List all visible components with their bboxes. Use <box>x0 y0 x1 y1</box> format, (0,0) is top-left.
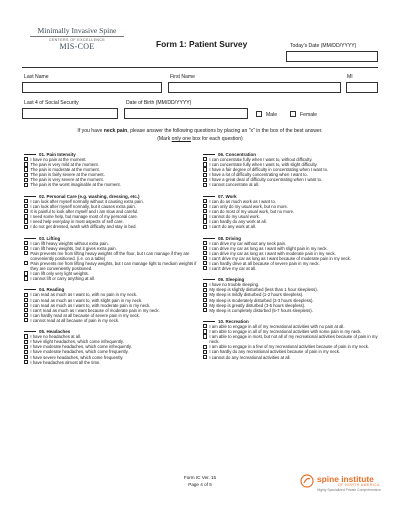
male-checkbox[interactable] <box>256 111 262 117</box>
instr2-underline: only one <box>171 136 191 142</box>
answer-option[interactable] <box>203 355 381 360</box>
answer-checkbox[interactable] <box>203 246 207 250</box>
answer-text: I am able to engage in all of my recreational activities with no pain at all. <box>209 324 345 329</box>
answer-text: I cannot do my usual work. <box>209 214 260 220</box>
mi-field[interactable] <box>346 82 378 93</box>
answer-option[interactable] <box>24 276 204 281</box>
female-label: Female <box>300 112 317 118</box>
answer-checkbox[interactable] <box>24 318 28 322</box>
section-title-text: 07. Work <box>218 193 237 199</box>
answer-checkbox[interactable] <box>24 313 28 317</box>
answer-text: I do not get dressed, wash with difficulty and stay in bed. <box>30 224 137 230</box>
answer-text: I can't drive my car as long as I want because of moderate pain in my neck. <box>209 255 351 261</box>
dob-label: Date of Birth (MM/DD/YYYY) <box>126 100 192 106</box>
answer-checkbox[interactable] <box>24 173 28 177</box>
answer-option[interactable] <box>24 360 204 365</box>
answer-checkbox[interactable] <box>203 261 207 265</box>
answer-text: I need some help, but manage most of my personal care. <box>30 214 138 220</box>
answer-text: I can hardly read at all because of severe pain in my neck. <box>30 312 140 318</box>
answer-checkbox[interactable] <box>24 209 28 213</box>
question-section <box>24 152 204 188</box>
answer-text: I can't drive my car at all. <box>209 265 257 271</box>
right-question-column <box>203 152 381 366</box>
answer-checkbox[interactable] <box>24 360 28 364</box>
answer-checkbox[interactable] <box>24 204 28 208</box>
section-title-line <box>203 321 215 322</box>
section-title-text: 04. Reading <box>39 287 65 293</box>
instructions-line-2 <box>20 136 380 142</box>
answer-text: I cannot read at all because of pain in my neck. <box>30 317 120 323</box>
section-title-line <box>203 279 215 280</box>
answer-text: I can do as much work as I want to. <box>209 198 276 204</box>
answer-option[interactable] <box>24 318 204 323</box>
answer-checkbox[interactable] <box>203 345 207 349</box>
answer-text: My sleep is completely disturbed (5-7 hours sleepless). <box>209 307 313 313</box>
answer-checkbox[interactable] <box>203 173 207 177</box>
question-section <box>24 287 204 323</box>
answer-checkbox[interactable] <box>203 157 207 161</box>
answer-checkbox[interactable] <box>203 355 207 359</box>
answer-text: I can look after myself normally without it causing extra pain. <box>30 198 144 204</box>
answer-text: I can lift heavy weights, but it gives extra pain. <box>30 245 117 251</box>
answer-text: I can lift heavy weights without extra pain. <box>30 240 109 246</box>
section-title-line <box>24 289 36 290</box>
section-title-text: 06. Concentration <box>218 152 257 157</box>
answer-checkbox[interactable] <box>203 334 207 338</box>
answer-checkbox[interactable] <box>203 219 207 223</box>
question-section <box>203 319 381 360</box>
today-date-label: Today's Date (MM/DD/YYYY) <box>290 43 357 49</box>
answer-text: I can concentrate fully when I want to, without difficulty. <box>209 157 313 162</box>
answer-text: I am able to engage in all of my recreational activities with some pain in my neck. <box>209 329 362 335</box>
answer-checkbox[interactable] <box>203 324 207 328</box>
answer-text: My sleep is greatly disturbed (3-5 hours sleepless). <box>209 302 306 308</box>
answer-checkbox[interactable] <box>203 303 207 307</box>
dob-field[interactable] <box>124 108 248 119</box>
answer-text: I can drive my car without any neck pain. <box>209 240 287 246</box>
answer-checkbox[interactable] <box>24 162 28 166</box>
answer-option[interactable] <box>203 334 381 344</box>
answer-option[interactable] <box>203 224 381 229</box>
left-question-column <box>24 152 204 371</box>
today-date-field[interactable] <box>286 51 378 62</box>
answer-checkbox[interactable] <box>24 167 28 171</box>
answer-checkbox[interactable] <box>24 183 28 187</box>
answer-checkbox[interactable] <box>203 256 207 260</box>
answer-text: The pain is fairly severe at the moment. <box>30 172 105 178</box>
section-title-line <box>24 196 36 197</box>
answer-checkbox[interactable] <box>203 162 207 166</box>
answer-text: I can lift only very light weights. <box>30 271 89 277</box>
section-title-text: 05. Headaches <box>39 329 71 335</box>
answer-text: It is painful to look after myself and I am slow and careful. <box>30 208 139 214</box>
answer-text: I can hardly do any work at all. <box>209 219 267 225</box>
answer-text: The pain is very severe at the moment. <box>30 177 104 183</box>
answer-checkbox[interactable] <box>203 308 207 312</box>
mis-logo <box>22 26 132 51</box>
brand-tagline: Highly Specialized Private Comprehensive <box>317 488 381 492</box>
answer-checkbox[interactable] <box>203 283 207 287</box>
answer-text: The pain is very mild at the moment. <box>30 162 99 168</box>
logo-title: Minimally Invasive Spine <box>37 26 117 35</box>
section-title-line <box>203 238 215 239</box>
answer-text: I can't read as much as I want because of moderate pain in my neck. <box>30 307 160 313</box>
answer-text: I can hardly drive at all because of severe pain in my neck. <box>209 260 320 266</box>
instr-suffix: , please answer the following questions by placing an "x" in the box of the best answer. <box>127 128 323 134</box>
instr2-prefix: (Mark <box>157 136 172 142</box>
section-title-text: 08. Driving <box>218 235 242 241</box>
form-title: Form 1: Patient Survey <box>156 39 248 49</box>
first-name-field[interactable] <box>168 82 341 93</box>
answer-checkbox[interactable] <box>24 340 28 344</box>
header-divider <box>22 67 378 68</box>
instr-prefix: If you have <box>77 128 104 134</box>
answer-text: I have no pain at the moment. <box>30 157 87 162</box>
answer-checkbox[interactable] <box>24 345 28 349</box>
answer-text: I can read as much as I want to, with slight pain in my neck. <box>30 297 143 303</box>
question-section <box>203 152 381 188</box>
answer-option[interactable] <box>203 266 381 271</box>
instr-bold: neck pain <box>103 128 128 134</box>
answer-text: The pain is moderate at the moment. <box>30 167 100 173</box>
spine-institute-icon <box>300 474 314 488</box>
answer-checkbox[interactable] <box>24 246 28 250</box>
section-title-text: 01. Pain Intensity <box>39 152 76 157</box>
mi-label: MI <box>347 74 353 80</box>
answer-checkbox[interactable] <box>24 271 28 275</box>
answer-text: The pain is the worst imaginable at the moment. <box>30 182 121 188</box>
answer-checkbox[interactable] <box>203 251 207 255</box>
section-title-line <box>203 154 215 155</box>
ssn-label: Last 4 of Social Security <box>24 100 79 106</box>
answer-text: I have a lot of difficulty concentrating when I want to. <box>209 172 308 178</box>
answer-checkbox[interactable] <box>24 199 28 203</box>
answer-checkbox[interactable] <box>24 293 28 297</box>
section-title-text: 02. Personal Care (e.g. washing, dressing, etc.) <box>39 193 140 199</box>
answer-text: I can do most of my usual work, but no more. <box>209 208 295 214</box>
footer-form-id: Form IC Ver. 15 <box>183 475 217 480</box>
answer-text: I cannot lift or carry anything at all. <box>30 276 96 282</box>
female-checkbox[interactable] <box>290 111 296 117</box>
answer-text: I am able to engage in a few of my recreational activities because of pain in my neck. <box>209 344 370 350</box>
answer-checkbox[interactable] <box>24 251 28 255</box>
answer-checkbox[interactable] <box>203 204 207 208</box>
section-title-line <box>24 238 36 239</box>
answer-text: I can read as much as I want to, with no pain in my neck. <box>30 292 138 298</box>
question-section <box>24 236 204 282</box>
answer-text: I can't do any work at all. <box>209 224 257 230</box>
answer-text: I can concentrate fully when I want to, with slight difficulty. <box>209 162 318 168</box>
answer-checkbox[interactable] <box>203 225 207 229</box>
answer-checkbox[interactable] <box>203 199 207 203</box>
answer-text: I can drive my car as long as I want with slight pain in my neck. <box>209 245 328 251</box>
answer-text: I can look after myself normally, but it causes extra pain. <box>30 203 136 209</box>
brand-name: spine institute <box>317 474 374 484</box>
instructions-line-1 <box>20 128 380 134</box>
section-title-line <box>24 154 36 155</box>
answer-checkbox[interactable] <box>203 167 207 171</box>
answer-text: I can read as much as I want to, with moderate pain in my neck. <box>30 302 151 308</box>
answer-checkbox[interactable] <box>24 261 28 265</box>
answer-checkbox[interactable] <box>203 298 207 302</box>
answer-text: I need help everyday in most aspects of self care. <box>30 219 124 225</box>
answer-text: My sleep is mildly disturbed (1-2 hours sleepless). <box>209 292 304 298</box>
first-name-label: First Name <box>170 74 195 80</box>
answer-checkbox[interactable] <box>203 329 207 333</box>
answer-text: I have no headaches at all. <box>30 334 82 340</box>
answer-option[interactable] <box>203 308 381 313</box>
answer-checkbox[interactable] <box>24 350 28 354</box>
answer-checkbox[interactable] <box>24 157 28 161</box>
answer-checkbox[interactable] <box>203 266 207 270</box>
answer-text: I have slight headaches, which come infrequently. <box>30 339 124 345</box>
answer-checkbox[interactable] <box>203 288 207 292</box>
answer-text: I have moderate headaches, which come infrequently. <box>30 344 132 350</box>
answer-text: My sleep is slightly disturbed (less than 1 hour sleepless). <box>209 287 318 293</box>
answer-checkbox[interactable] <box>24 355 28 359</box>
question-section <box>203 236 381 272</box>
answer-option[interactable] <box>24 224 204 229</box>
answer-checkbox[interactable] <box>24 298 28 302</box>
answer-checkbox[interactable] <box>24 225 28 229</box>
answer-text: I cannot do any recreational activities at all. <box>209 354 291 360</box>
answer-checkbox[interactable] <box>203 178 207 182</box>
answer-text: My sleep is moderately disturbed (2-3 hours sleepless). <box>209 297 314 303</box>
section-title-text: 09. Sleeping <box>218 277 245 283</box>
logo-acronym: MIS-COE <box>59 42 95 51</box>
question-section <box>24 329 204 365</box>
answer-text: I can drive my car as long as I want with moderate pain in my neck. <box>209 250 336 256</box>
question-section <box>24 194 204 230</box>
ssn-field[interactable] <box>22 108 118 119</box>
brand-sub: OF NORTH AMERICA <box>338 483 380 487</box>
answer-text: I am able to engage in most, but not all of my recreational activities because of pain in my neck. <box>209 334 378 345</box>
section-title-text: 03. Lifting <box>39 235 61 241</box>
answer-text: Pain prevents me from lifting heavy weights, but I can manage light to medium weights if they are conveniently positioned. <box>30 260 197 271</box>
answer-option[interactable] <box>203 182 381 187</box>
answer-text: I have severe headaches, which come frequently. <box>30 354 124 360</box>
answer-text: Pain prevents me from lifting heavy weights off the floor, but I can manage if they are conveniently positioned. (i.e. on a table) <box>30 250 190 261</box>
answer-checkbox[interactable] <box>203 209 207 213</box>
answer-checkbox[interactable] <box>24 303 28 307</box>
last-name-field[interactable] <box>22 82 162 93</box>
answer-checkbox[interactable] <box>24 241 28 245</box>
answer-checkbox[interactable] <box>24 219 28 223</box>
answer-checkbox[interactable] <box>24 308 28 312</box>
section-title-text: 10. Recreation <box>218 319 249 324</box>
answer-text: I have moderate headaches, which come frequently. <box>30 349 129 355</box>
section-title-line <box>24 331 36 332</box>
answer-option[interactable] <box>24 182 204 187</box>
answer-checkbox[interactable] <box>24 178 28 182</box>
answer-checkbox[interactable] <box>24 334 28 338</box>
answer-text: I can only do my usual work, but no more. <box>209 203 289 209</box>
answer-text: I have headaches almost all the time. <box>30 359 101 365</box>
male-label: Male <box>266 112 278 118</box>
answer-option[interactable] <box>24 251 204 261</box>
question-section <box>203 194 381 230</box>
answer-text: I have a fair degree of difficulty in concentrating when I want to. <box>209 167 329 173</box>
answer-checkbox[interactable] <box>24 276 28 280</box>
question-section <box>203 277 381 313</box>
answer-checkbox[interactable] <box>203 293 207 297</box>
answer-checkbox[interactable] <box>203 350 207 354</box>
logo-subtitle: CENTERS OF EXCELLENCE <box>48 37 106 42</box>
section-title-line <box>203 196 215 197</box>
answer-checkbox[interactable] <box>24 214 28 218</box>
answer-text: I have a great deal of difficulty concentrating when I want to. <box>209 177 323 183</box>
answer-text: I cannot concentrate at all. <box>209 182 260 188</box>
answer-option[interactable] <box>24 261 204 271</box>
answer-text: I can hardly do any recreational activities because of pain in my neck. <box>209 349 341 355</box>
answer-checkbox[interactable] <box>203 241 207 245</box>
instr2-suffix: box for each question) <box>190 136 243 142</box>
answer-checkbox[interactable] <box>203 183 207 187</box>
footer-page: Page 4 of 5 <box>188 482 212 487</box>
last-name-label: Last Name <box>24 74 49 80</box>
answer-checkbox[interactable] <box>203 214 207 218</box>
answer-text: I have no trouble sleeping. <box>209 282 260 288</box>
